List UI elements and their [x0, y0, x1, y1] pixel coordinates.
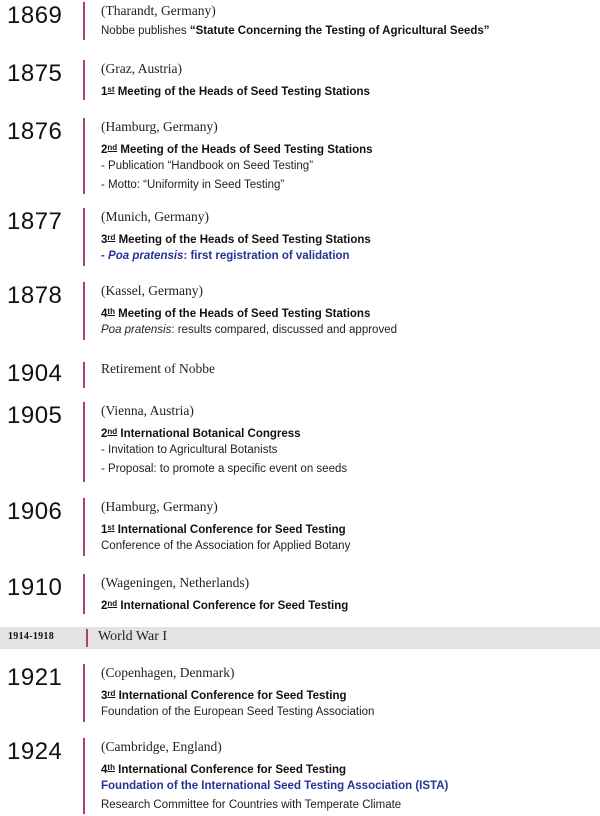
event-location: (Munich, Germany)	[101, 209, 209, 224]
event-line: 3rd Meeting of the Heads of Seed Testing Stations	[101, 233, 371, 246]
timeline-bar	[83, 282, 85, 340]
event-line: Foundation of the International Seed Testing Association (ISTA)	[101, 780, 449, 792]
event-line: - Motto: “Uniformity in Seed Testing”	[101, 179, 285, 191]
event-location: (Cambridge, England)	[101, 739, 222, 754]
event-content	[101, 402, 596, 479]
war-label: World War I	[98, 629, 168, 644]
event-line: Nobbe publishes “Statute Concerning the Testing of Agricultural Seeds”	[101, 25, 490, 37]
world-war-band	[0, 627, 600, 649]
war-years: 1914-1918	[8, 631, 55, 642]
event-year: 1876	[7, 118, 63, 145]
timeline-bar	[83, 402, 85, 482]
timeline-bar	[83, 60, 85, 100]
event-content	[101, 208, 596, 266]
event-location: (Vienna, Austria)	[101, 403, 194, 418]
event-year: 1921	[7, 664, 63, 691]
event-content	[101, 282, 596, 340]
event-year: 1904	[7, 360, 63, 387]
timeline-bar	[83, 498, 85, 556]
timeline-bar	[83, 738, 85, 814]
event-year: 1875	[7, 60, 63, 87]
event-content	[101, 118, 596, 195]
timeline-bar	[83, 2, 85, 40]
event-content	[101, 2, 596, 41]
event-location: (Tharandt, Germany)	[101, 3, 216, 18]
event-location: (Kassel, Germany)	[101, 283, 203, 298]
event-content	[101, 60, 596, 99]
event-line: 2nd Meeting of the Heads of Seed Testing Stations	[101, 143, 373, 156]
event-line: 4th International Conference for Seed Testing	[101, 763, 347, 776]
event-location: (Graz, Austria)	[101, 61, 182, 76]
event-location: (Hamburg, Germany)	[101, 499, 218, 514]
event-line: - Publication “Handbook on Seed Testing”	[101, 160, 314, 172]
event-content	[101, 360, 596, 380]
event-line: 4th Meeting of the Heads of Seed Testing Stations	[101, 307, 371, 320]
event-year: 1910	[7, 574, 63, 601]
timeline-bar	[83, 664, 85, 722]
event-year: 1905	[7, 402, 63, 429]
event-line: Research Committee for Countries with Temperate Climate	[101, 799, 402, 811]
event-location: Retirement of Nobbe	[101, 361, 215, 376]
event-content	[101, 664, 596, 722]
event-line: 1st Meeting of the Heads of Seed Testing Stations	[101, 85, 370, 98]
event-location: (Copenhagen, Denmark)	[101, 665, 235, 680]
timeline-bar	[83, 362, 85, 388]
event-line: 3rd International Conference for Seed Testing	[101, 689, 347, 702]
event-line: - Poa pratensis: first registration of validation	[101, 250, 350, 262]
event-line: Foundation of the European Seed Testing Association	[101, 706, 375, 718]
event-content	[101, 738, 596, 815]
event-year: 1906	[7, 498, 63, 525]
event-year: 1869	[7, 2, 63, 29]
event-line: 2nd International Botanical Congress	[101, 427, 301, 440]
event-line: Conference of the Association for Applied Botany	[101, 540, 351, 552]
event-line: 1st International Conference for Seed Testing	[101, 523, 346, 536]
event-location: (Wageningen, Netherlands)	[101, 575, 250, 590]
event-line: - Invitation to Agricultural Botanists	[101, 444, 278, 456]
timeline-bar	[83, 208, 85, 266]
event-line: Poa pratensis: results compared, discussed and approved	[101, 324, 397, 336]
event-year: 1924	[7, 738, 63, 765]
event-year: 1878	[7, 282, 63, 309]
event-line: 2nd International Conference for Seed Testing	[101, 599, 349, 612]
timeline-bar	[83, 574, 85, 614]
event-content	[101, 574, 596, 613]
timeline-bar	[83, 118, 85, 194]
event-year: 1877	[7, 208, 63, 235]
event-line: - Proposal: to promote a specific event on seeds	[101, 463, 348, 475]
timeline-bar	[86, 629, 88, 647]
event-location: (Hamburg, Germany)	[101, 119, 218, 134]
event-content	[101, 498, 596, 556]
